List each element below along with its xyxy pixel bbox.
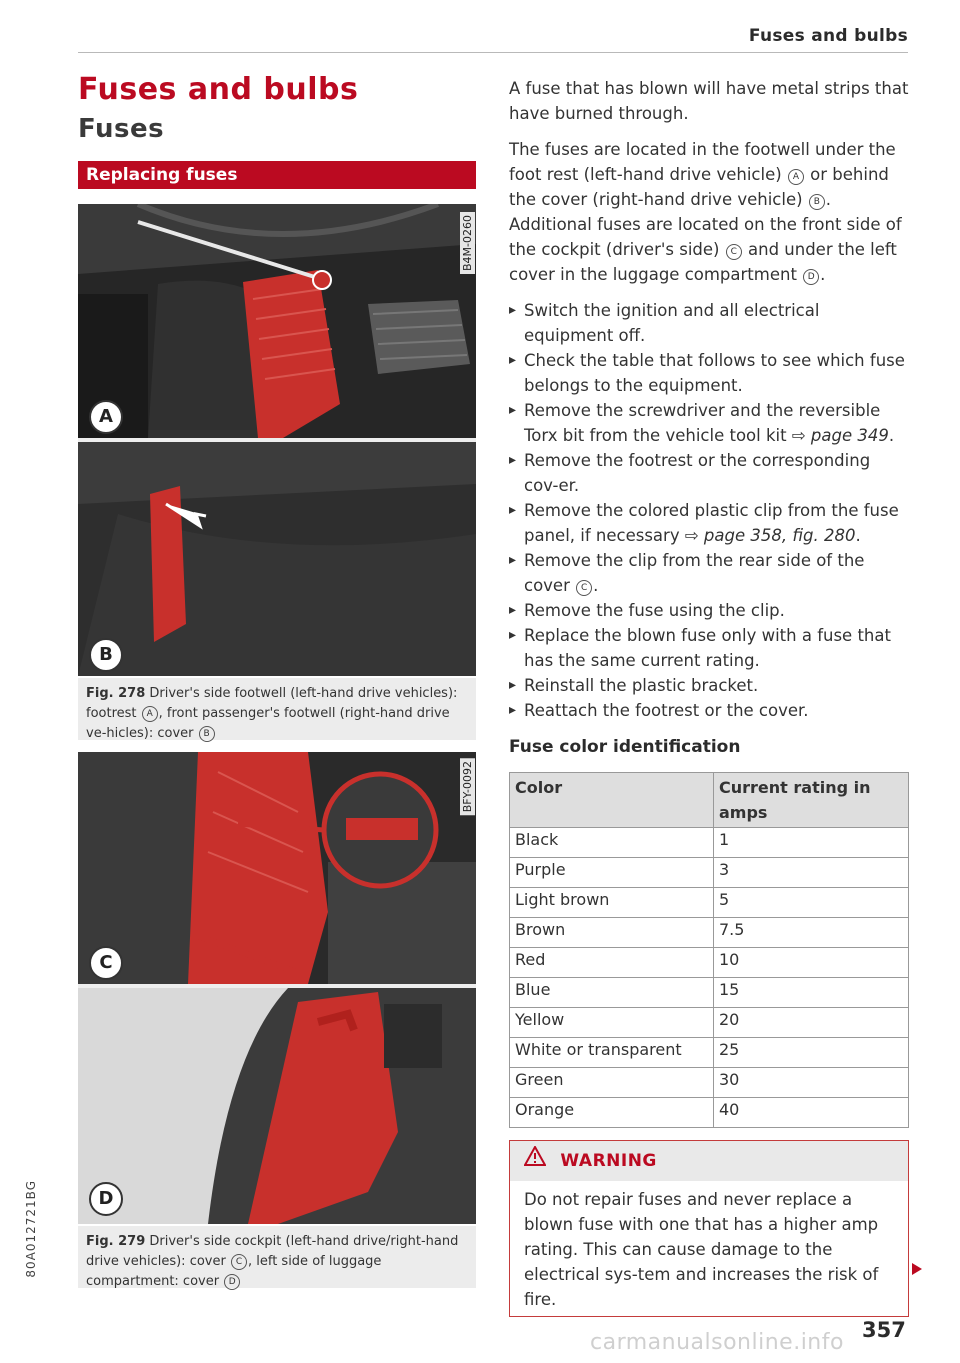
table-row [510, 858, 909, 888]
section-banner: Replacing fuses [78, 161, 476, 189]
fuse-table-title: Fuse color identification [509, 737, 741, 757]
intro-p2-text-c: . Additional fuses are located on the front side of the cockpit (driver's side) [509, 190, 902, 259]
ref-b: B [809, 194, 825, 210]
step-9-text: Reinstall the plastic bracket. [524, 676, 759, 695]
step-3-end: . [888, 426, 895, 445]
cell-color: Purple [510, 858, 714, 888]
step-7-text: Remove the fuse using the clip. [524, 601, 785, 620]
warning-title: WARNING [560, 1151, 657, 1171]
table-header-row [510, 773, 909, 828]
cell-amps: 1 [714, 828, 909, 858]
cell-color: Black [510, 828, 714, 858]
step-6-end: . [593, 576, 599, 595]
document-id: 80A012721BG [24, 1180, 38, 1278]
procedure-steps [509, 298, 909, 723]
table-row [510, 1038, 909, 1068]
warning-box [509, 1140, 909, 1317]
figure-278-label: Fig. 278 [86, 686, 146, 701]
cell-amps: 10 [714, 948, 909, 978]
figure-278-code: B4M-0260 [460, 212, 475, 274]
table-row [510, 978, 909, 1008]
ref-c: C [726, 244, 742, 260]
step-item [509, 398, 909, 448]
column-header-current: Current rating in amps [714, 773, 909, 828]
cockpit-luggage-illustration [78, 752, 476, 1224]
step-1-text: Switch the ignition and all electrical equipment off. [524, 301, 820, 345]
cell-color: Blue [510, 978, 714, 1008]
figure-279-code: BFY-0092 [460, 758, 475, 815]
step-item [509, 598, 909, 623]
warning-header [510, 1141, 908, 1181]
cell-color: Brown [510, 918, 714, 948]
cell-color: Green [510, 1068, 714, 1098]
section-title: Fuses [78, 114, 165, 144]
running-header-title: Fuses and bulbs [748, 26, 908, 46]
step-item [509, 548, 909, 598]
intro-p2-text-b: or behind the cover (right-hand drive vehicle) [509, 165, 889, 209]
table-row [510, 1098, 909, 1128]
step-item [509, 298, 909, 348]
cell-amps: 40 [714, 1098, 909, 1128]
cell-amps: 20 [714, 1008, 909, 1038]
step-item [509, 673, 909, 698]
marker-a: A [89, 400, 123, 434]
cell-amps: 30 [714, 1068, 909, 1098]
step-item [509, 698, 909, 723]
ref-a: A [788, 169, 804, 185]
marker-b: B [89, 638, 123, 672]
step-item [509, 498, 909, 548]
figure-279-caption-text-2: , left side of luggage compartment: cover [86, 1254, 382, 1289]
ref-b: B [199, 726, 215, 742]
table-row [510, 1068, 909, 1098]
cell-color: White or transparent [510, 1038, 714, 1068]
intro-p2-text-a: The fuses are located in the footwell under the foot rest (left-hand drive vehicle) [509, 140, 896, 184]
page-number: 357 [862, 1318, 906, 1342]
marker-d: D [89, 1182, 123, 1216]
intro-p2-text-e: . [820, 265, 826, 284]
watermark: carmanualsonline.info [590, 1330, 844, 1355]
cell-amps: 15 [714, 978, 909, 1008]
ref-c: C [576, 580, 592, 596]
body-text [509, 76, 909, 723]
footwell-illustration [78, 204, 476, 676]
table-row [510, 948, 909, 978]
warning-triangle-icon [524, 1141, 546, 1181]
cell-amps: 25 [714, 1038, 909, 1068]
marker-c: C [89, 946, 123, 980]
warning-text: Do not repair fuses and never replace a blown fuse with one that has a higher amp rating. This can cause damage to the electrical sys-tem and increases the risk of fire. [524, 1190, 879, 1309]
intro-p2-text-d: and under the left cover in the luggage compartment [509, 240, 897, 284]
step-4-text: Remove the footrest or the corresponding cov-er. [524, 451, 871, 495]
step-2-text: Check the table that follows to see which fuse belongs to the equipment. [524, 351, 905, 395]
step-item [509, 623, 909, 673]
ref-a: A [142, 706, 158, 722]
intro-paragraph-2 [509, 137, 909, 287]
cell-color: Light brown [510, 888, 714, 918]
fuse-color-table [509, 772, 909, 1128]
cockpit-cover-highlight [188, 752, 328, 984]
cell-amps: 7.5 [714, 918, 909, 948]
table-row [510, 828, 909, 858]
step-10-text: Reattach the footrest or the cover. [524, 701, 809, 720]
continue-arrow-icon [912, 1263, 922, 1275]
step-8-text: Replace the blown fuse only with a fuse that has the same current rating. [524, 626, 891, 670]
table-row [510, 918, 909, 948]
step-6-text: Remove the clip from the rear side of the cover [524, 551, 865, 595]
cell-color: Orange [510, 1098, 714, 1128]
running-header [78, 24, 908, 53]
table-row [510, 1008, 909, 1038]
ref-c: C [231, 1254, 247, 1270]
figure-278-caption [78, 678, 476, 740]
ref-d: D [803, 269, 819, 285]
page-358-link[interactable]: ⇨ page 358, fig. 280 [684, 526, 856, 545]
figure-279-caption-text-1: Driver's side cockpit (left-hand drive/right-hand drive vehicles): cover [86, 1234, 459, 1269]
figure-278-image [78, 204, 476, 676]
figure-279-image [78, 752, 476, 1224]
cell-color: Yellow [510, 1008, 714, 1038]
cell-amps: 5 [714, 888, 909, 918]
ref-d: D [224, 1274, 240, 1290]
column-header-color: Color [510, 773, 714, 828]
figure-279-caption [78, 1226, 476, 1288]
table-row [510, 888, 909, 918]
figure-278-caption-text-1: Driver's side footwell (left-hand drive vehicles): footrest [86, 686, 458, 721]
intro-paragraph-1: A fuse that has blown will have metal strips that have burned through. [509, 79, 909, 123]
figure-279-label: Fig. 279 [86, 1234, 146, 1249]
step-5-end: . [855, 526, 861, 545]
figure-278-caption-text-2: , front passenger's footwell (right-hand drive ve-hicles): cover [86, 706, 450, 741]
cell-color: Red [510, 948, 714, 978]
page-349-link[interactable]: ⇨ page 349 [791, 426, 889, 445]
chapter-title: Fuses and bulbs [78, 72, 359, 107]
step-item [509, 348, 909, 398]
step-item [509, 448, 909, 498]
cell-amps: 3 [714, 858, 909, 888]
step-3-text: Remove the screwdriver and the reversible Torx bit from the vehicle tool kit [524, 401, 881, 445]
step-5-text: Remove the colored plastic clip from the fuse panel, if necessary [524, 501, 899, 545]
